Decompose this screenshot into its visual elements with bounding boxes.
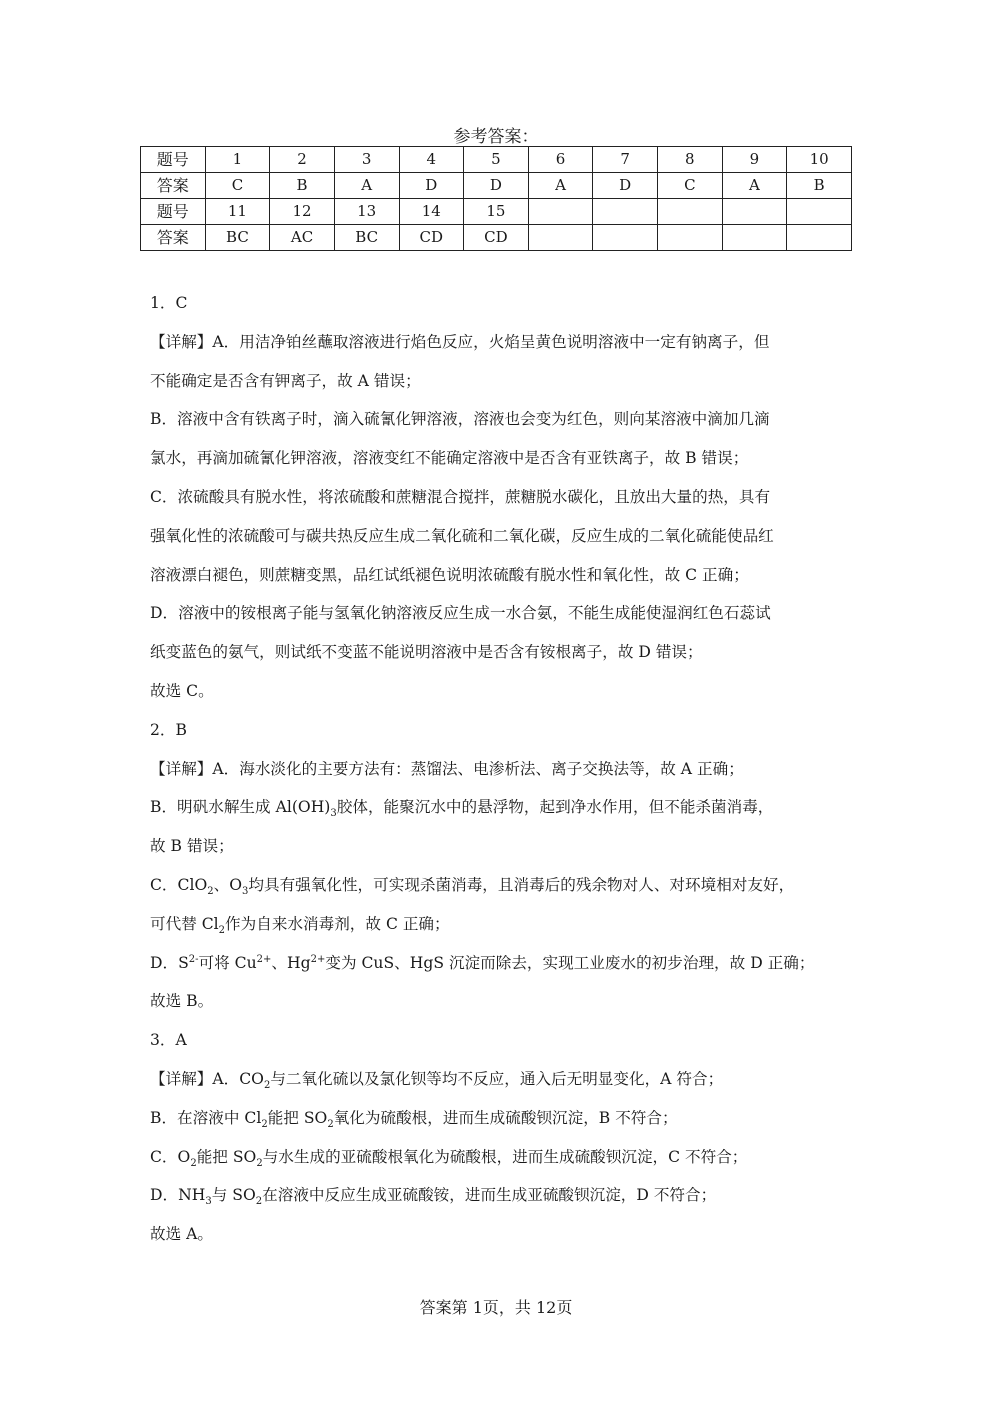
q3-heading: 3．A — [150, 1031, 187, 1050]
table-cell: 8 — [658, 147, 723, 173]
table-cell: 1 — [205, 147, 270, 173]
table-cell — [528, 225, 593, 251]
q2-line: 可代替 $Cl_2$作为自来水消毒剂，故 C 正确； — [150, 914, 450, 936]
page-footer: 答案第 1页，共 12页 — [419, 1298, 573, 1317]
table-cell: 11 — [205, 199, 270, 225]
table-cell — [593, 225, 658, 251]
table-cell: 14 — [399, 199, 464, 225]
q1-line: 纸变蓝色的氨气，则试纸不变蓝不能说明溶液中是否含有铵根离子，故 D 错误； — [150, 643, 703, 662]
table-cell: 13 — [334, 199, 399, 225]
table-cell: BC — [205, 225, 270, 251]
row-label: 题号 — [141, 147, 206, 173]
table-cell: 2 — [270, 147, 335, 173]
q1-conclusion: 故选 C。 — [150, 681, 214, 700]
q2-line: B．明矾水解生成 $Al(OH)_3$胶体，能聚沉水中的悬浮物，起到净水作用，但不能杀菌消毒， — [150, 798, 774, 820]
row-label: 题号 — [141, 199, 206, 225]
q2-line: 【详解】A．海水淡化的主要方法有：蒸馏法、电渗析法、离子交换法等，故 A 正确； — [150, 759, 744, 778]
table-cell: AC — [270, 225, 335, 251]
table-cell: 5 — [464, 147, 529, 173]
table-cell: D — [464, 173, 529, 199]
q2-conclusion: 故选 B。 — [150, 992, 214, 1011]
table-cell: 9 — [722, 147, 787, 173]
table-cell: B — [270, 173, 335, 199]
table-cell: A — [334, 173, 399, 199]
table-cell: BC — [334, 225, 399, 251]
table-cell: CD — [399, 225, 464, 251]
table-cell — [528, 199, 593, 225]
table-cell: 3 — [334, 147, 399, 173]
table-cell: C — [205, 173, 270, 199]
table-cell: 7 — [593, 147, 658, 173]
table-cell: 10 — [787, 147, 852, 173]
q1-line: 溶液漂白褪色，则蔗糖变黑，品红试纸褪色说明浓硫酸有脱水性和氧化性，故 C 正确； — [150, 565, 749, 584]
table-row — [141, 147, 852, 173]
table-cell — [722, 199, 787, 225]
table-cell: 12 — [270, 199, 335, 225]
table-row — [141, 173, 852, 199]
q1-line: C．浓硫酸具有脱水性，将浓硫酸和蔗糖混合搅拌，蔗糖脱水碳化，且放出大量的热，具有 — [150, 487, 771, 506]
table-cell: 15 — [464, 199, 529, 225]
table-cell — [722, 225, 787, 251]
answer-table — [140, 146, 852, 251]
q3-line: B．在溶液中 $Cl_2$能把 $SO_2$氧化为硫酸根，进而生成硫酸钡沉淀，B 不符合； — [150, 1108, 678, 1130]
row-label: 答案 — [141, 225, 206, 251]
table-row — [141, 225, 852, 251]
q3-line: D．$NH_3$与 $SO_2$在溶液中反应生成亚硫酸铵，进而生成亚硫酸钡沉淀，D 不符合； — [150, 1186, 717, 1208]
q1-line: 氯水，再滴加硫氰化钾溶液，溶液变红不能确定溶液中是否含有亚铁离子，故 B 错误； — [150, 449, 749, 468]
table-cell: A — [722, 173, 787, 199]
table-cell — [787, 225, 852, 251]
table-cell: 4 — [399, 147, 464, 173]
q2-line: D．$S^{2-}$可将 $Cu^{2+}$、$Hg^{2+}$变为 CuS、HgS 沉淀而除去，实现工业废水的初步治理，故 D 正确； — [150, 953, 815, 972]
table-cell: D — [399, 173, 464, 199]
table-cell: 6 — [528, 147, 593, 173]
table-cell: CD — [464, 225, 529, 251]
q2-heading: 2．B — [150, 720, 187, 739]
table-cell: C — [658, 173, 723, 199]
table-cell — [787, 199, 852, 225]
explanations — [150, 284, 844, 1254]
table-row — [141, 199, 852, 225]
table-cell: D — [593, 173, 658, 199]
q3-conclusion: 故选 A。 — [150, 1225, 213, 1244]
q3-line: 【详解】A．$CO_2$与二氧化硫以及氯化钡等均不反应，通入后无明显变化，A 符合； — [150, 1069, 724, 1092]
q1-line: D．溶液中的铵根离子能与氢氧化钠溶液反应生成一水合氨，不能生成能使湿润红色石蕊试 — [150, 604, 771, 623]
table-cell — [593, 199, 658, 225]
table-cell — [658, 199, 723, 225]
q1-line: 强氧化性的浓硫酸可与碳共热反应生成二氧化硫和二氧化碳，反应生成的二氧化硫能使品红 — [150, 526, 774, 545]
table-cell: A — [528, 173, 593, 199]
q1-line: 【详解】A．用洁净铂丝蘸取溶液进行焰色反应，火焰呈黄色说明溶液中一定有钠离子，但 — [150, 332, 770, 351]
answer-key-title: 参考答案： — [453, 127, 539, 147]
q2-line: 故 B 错误； — [150, 837, 234, 856]
q2-line: C．ClO$_2$、$O_3$均具有强氧化性，可实现杀菌消毒，且消毒后的残余物对人、对环境相对友好， — [150, 875, 795, 898]
table-cell — [658, 225, 723, 251]
q1-heading: 1．C — [150, 294, 188, 312]
row-label: 答案 — [141, 173, 206, 199]
table-cell: B — [787, 173, 852, 199]
q3-line: C．$O_2$能把 $SO_2$与水生成的亚硫酸根氧化为硫酸根，进而生成硫酸钡沉淀，C 不符合； — [150, 1147, 748, 1169]
q1-line: 不能确定是否含有钾离子，故 A 错误； — [150, 371, 421, 390]
q1-line: B．溶液中含有铁离子时，滴入硫氰化钾溶液，溶液也会变为红色，则向某溶液中滴加几滴 — [150, 410, 770, 429]
